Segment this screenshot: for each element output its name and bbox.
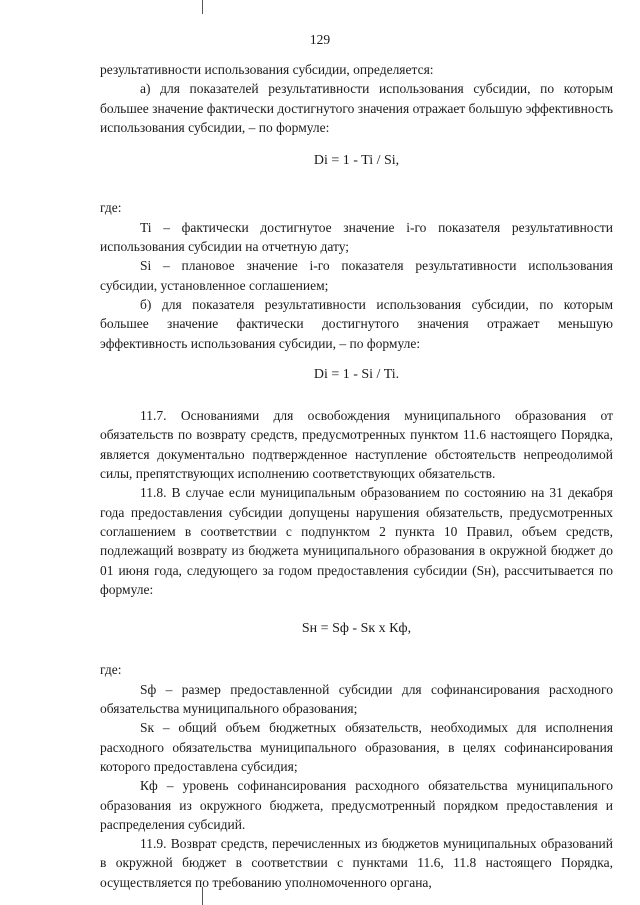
paragraph: Кф – уровень софинансирования расходного обязательства муниципального образования из окружного бюджета, предусмотренный порядком предоставления и распределения субсидий. [100,778,613,832]
paragraph: 11.8. В случае если муниципальным образованием по состоянию на 31 декабря года предоставления субсидии допущены нарушения обязательств, предусмотренных соглашением в соответствии с подпунктом 2 пункта 10 Правил, объем средств, подлежащий возврату из бюджета муниципального образования в окружной бюджет до 01 июня года, следующего за годом предоставления субсидии (Sн), рассчитывается по формуле: [100,485,613,597]
formula-text: Sн = Sф - Sк x Кф, [301,621,412,637]
scan-mark-top [202,0,203,14]
formula-3 [100,619,613,638]
paragraph: Sк – общий объем бюджетных обязательств, необходимых для исполнения расходного обязательства муниципального образования, в целях софинансирования которого предоставлена субсидия; [100,720,613,774]
paragraph: результативности использования субсидии, определяется: [100,62,434,77]
paragraph: 11.7. Основаниями для освобождения муниципального образования от обязательств по возврату средств, предусмотренных пунктом 11.6 настоящего Порядка, является документально подтвержденное наступление обстоятельств непреодолимой силы, препятствующих исполнению соответствующих обязательств. [100,408,613,482]
page-number: 129 [309,32,331,47]
paragraph: Ti – фактически достигнутое значение i-го показателя результативности использования субсидии на отчетную дату; [100,219,613,255]
paragraph: Sф – размер предоставленной субсидии для софинансирования расходного обязательства муниципального образования; [100,681,613,717]
formula-1 [100,151,613,170]
formula-2 [100,365,613,384]
formula-text: Di = 1 - Ti / Si, [313,153,400,169]
paragraph: 11.9. Возврат средств, перечисленных из бюджетов муниципальных образований в окружной бюджет в соответствии с пунктами 11.6, 11.8 настоящего Порядка, осуществляется по требованию уполномоченного органа, [100,836,613,890]
where-label: где: [100,662,122,678]
paragraph: Si – плановое значение i-го показателя результативности использования субсидии, установленное соглашением; [100,258,613,293]
paragraph: б) для показателя результативности использования субсидии, по которым большее значение фактически достигнутого значения отражает меньшую эффективность использования субсидии, – по формуле: [100,296,613,351]
document-body [100,60,613,892]
paragraph: а) для показателей результативности использования субсидии, по которым большее значение фактически достигнутого значения отражает большую эффективность использования субсидии, – по формуле: [100,81,613,135]
formula-text: Di = 1 - Si / Ti. [313,366,400,382]
where-label: где: [100,200,122,216]
